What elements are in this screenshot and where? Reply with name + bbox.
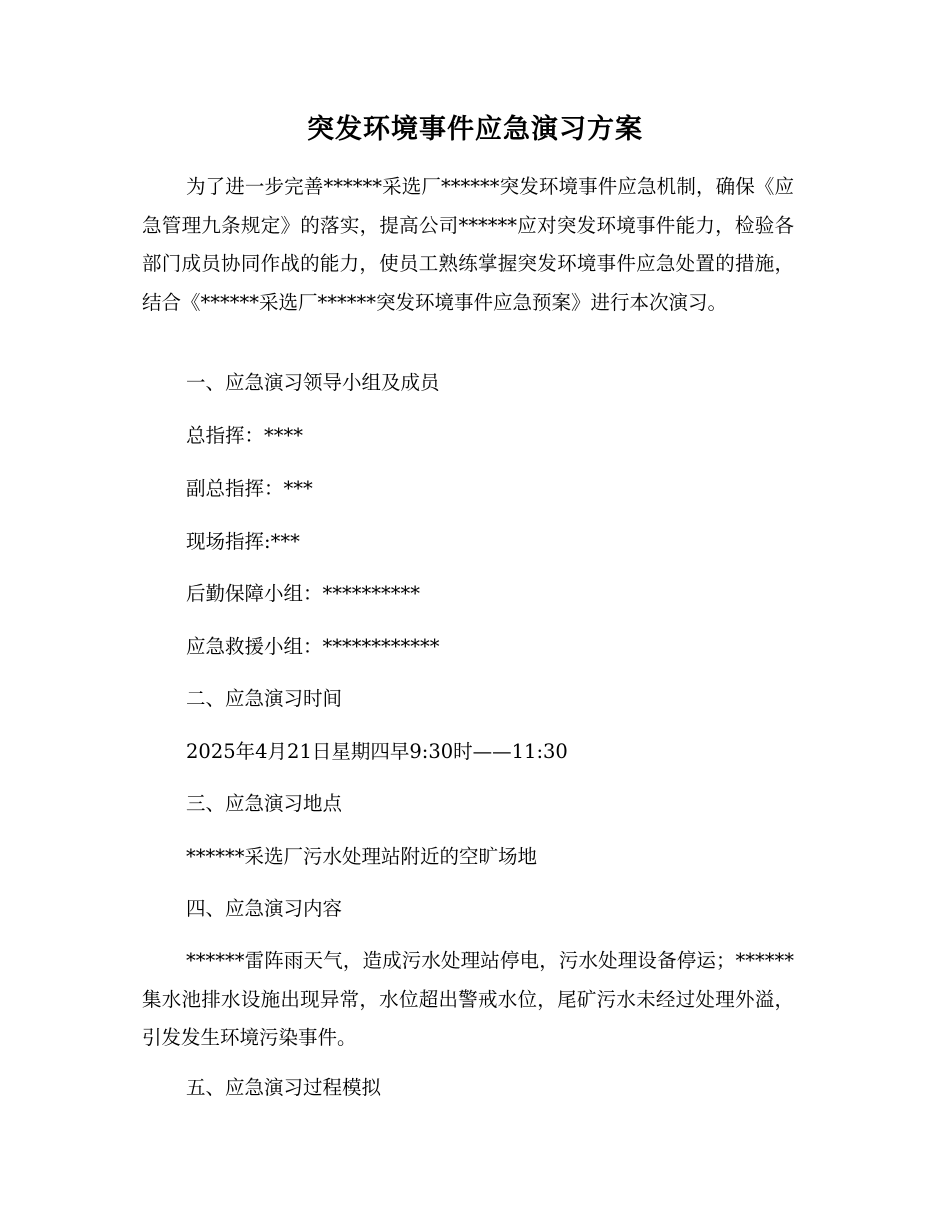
logistics-group-line: 后勤保障小组：**********: [186, 582, 421, 605]
section-4-heading: 四、应急演习内容: [186, 897, 343, 920]
section-1-heading: 一、应急演习领导小组及成员: [186, 371, 440, 394]
section-5-heading: 五、应急演习过程模拟: [186, 1076, 382, 1099]
site-commander-line: 现场指挥:***: [186, 530, 300, 553]
drill-location-line: ******采选厂污水处理站附近的空旷场地: [186, 845, 538, 868]
intro-paragraph: 为了进一步完善******采选厂******突发环境事件应急机制，确保《应急管理九条规定》的落实，提高公司******应对突发环境事件能力，检验各部门成员协同作战的能力，使员工熟练掌握突发环境事件应急处置的措施，结合《******采选厂******突发环境事件应急预案》进行本次演习。: [142, 175, 794, 314]
commander-line: 总指挥：****: [186, 424, 304, 447]
document-title: 突发环境事件应急演习方案: [307, 114, 643, 145]
section-3-heading: 三、应急演习地点: [186, 792, 343, 815]
rescue-group-line: 应急救援小组：************: [186, 635, 440, 658]
section-2-heading: 二、应急演习时间: [186, 687, 343, 710]
drill-content-paragraph: ******雷阵雨天气，造成污水处理站停电，污水处理设备停运；******集水池排水设施出现异常，水位超出警戒水位，尾矿污水未经过处理外溢，引发发生环境污染事件。: [142, 949, 794, 1049]
deputy-commander-line: 副总指挥：***: [186, 477, 313, 500]
drill-time-line: 2025年4月21日星期四早9:30时——11:30: [186, 740, 568, 763]
